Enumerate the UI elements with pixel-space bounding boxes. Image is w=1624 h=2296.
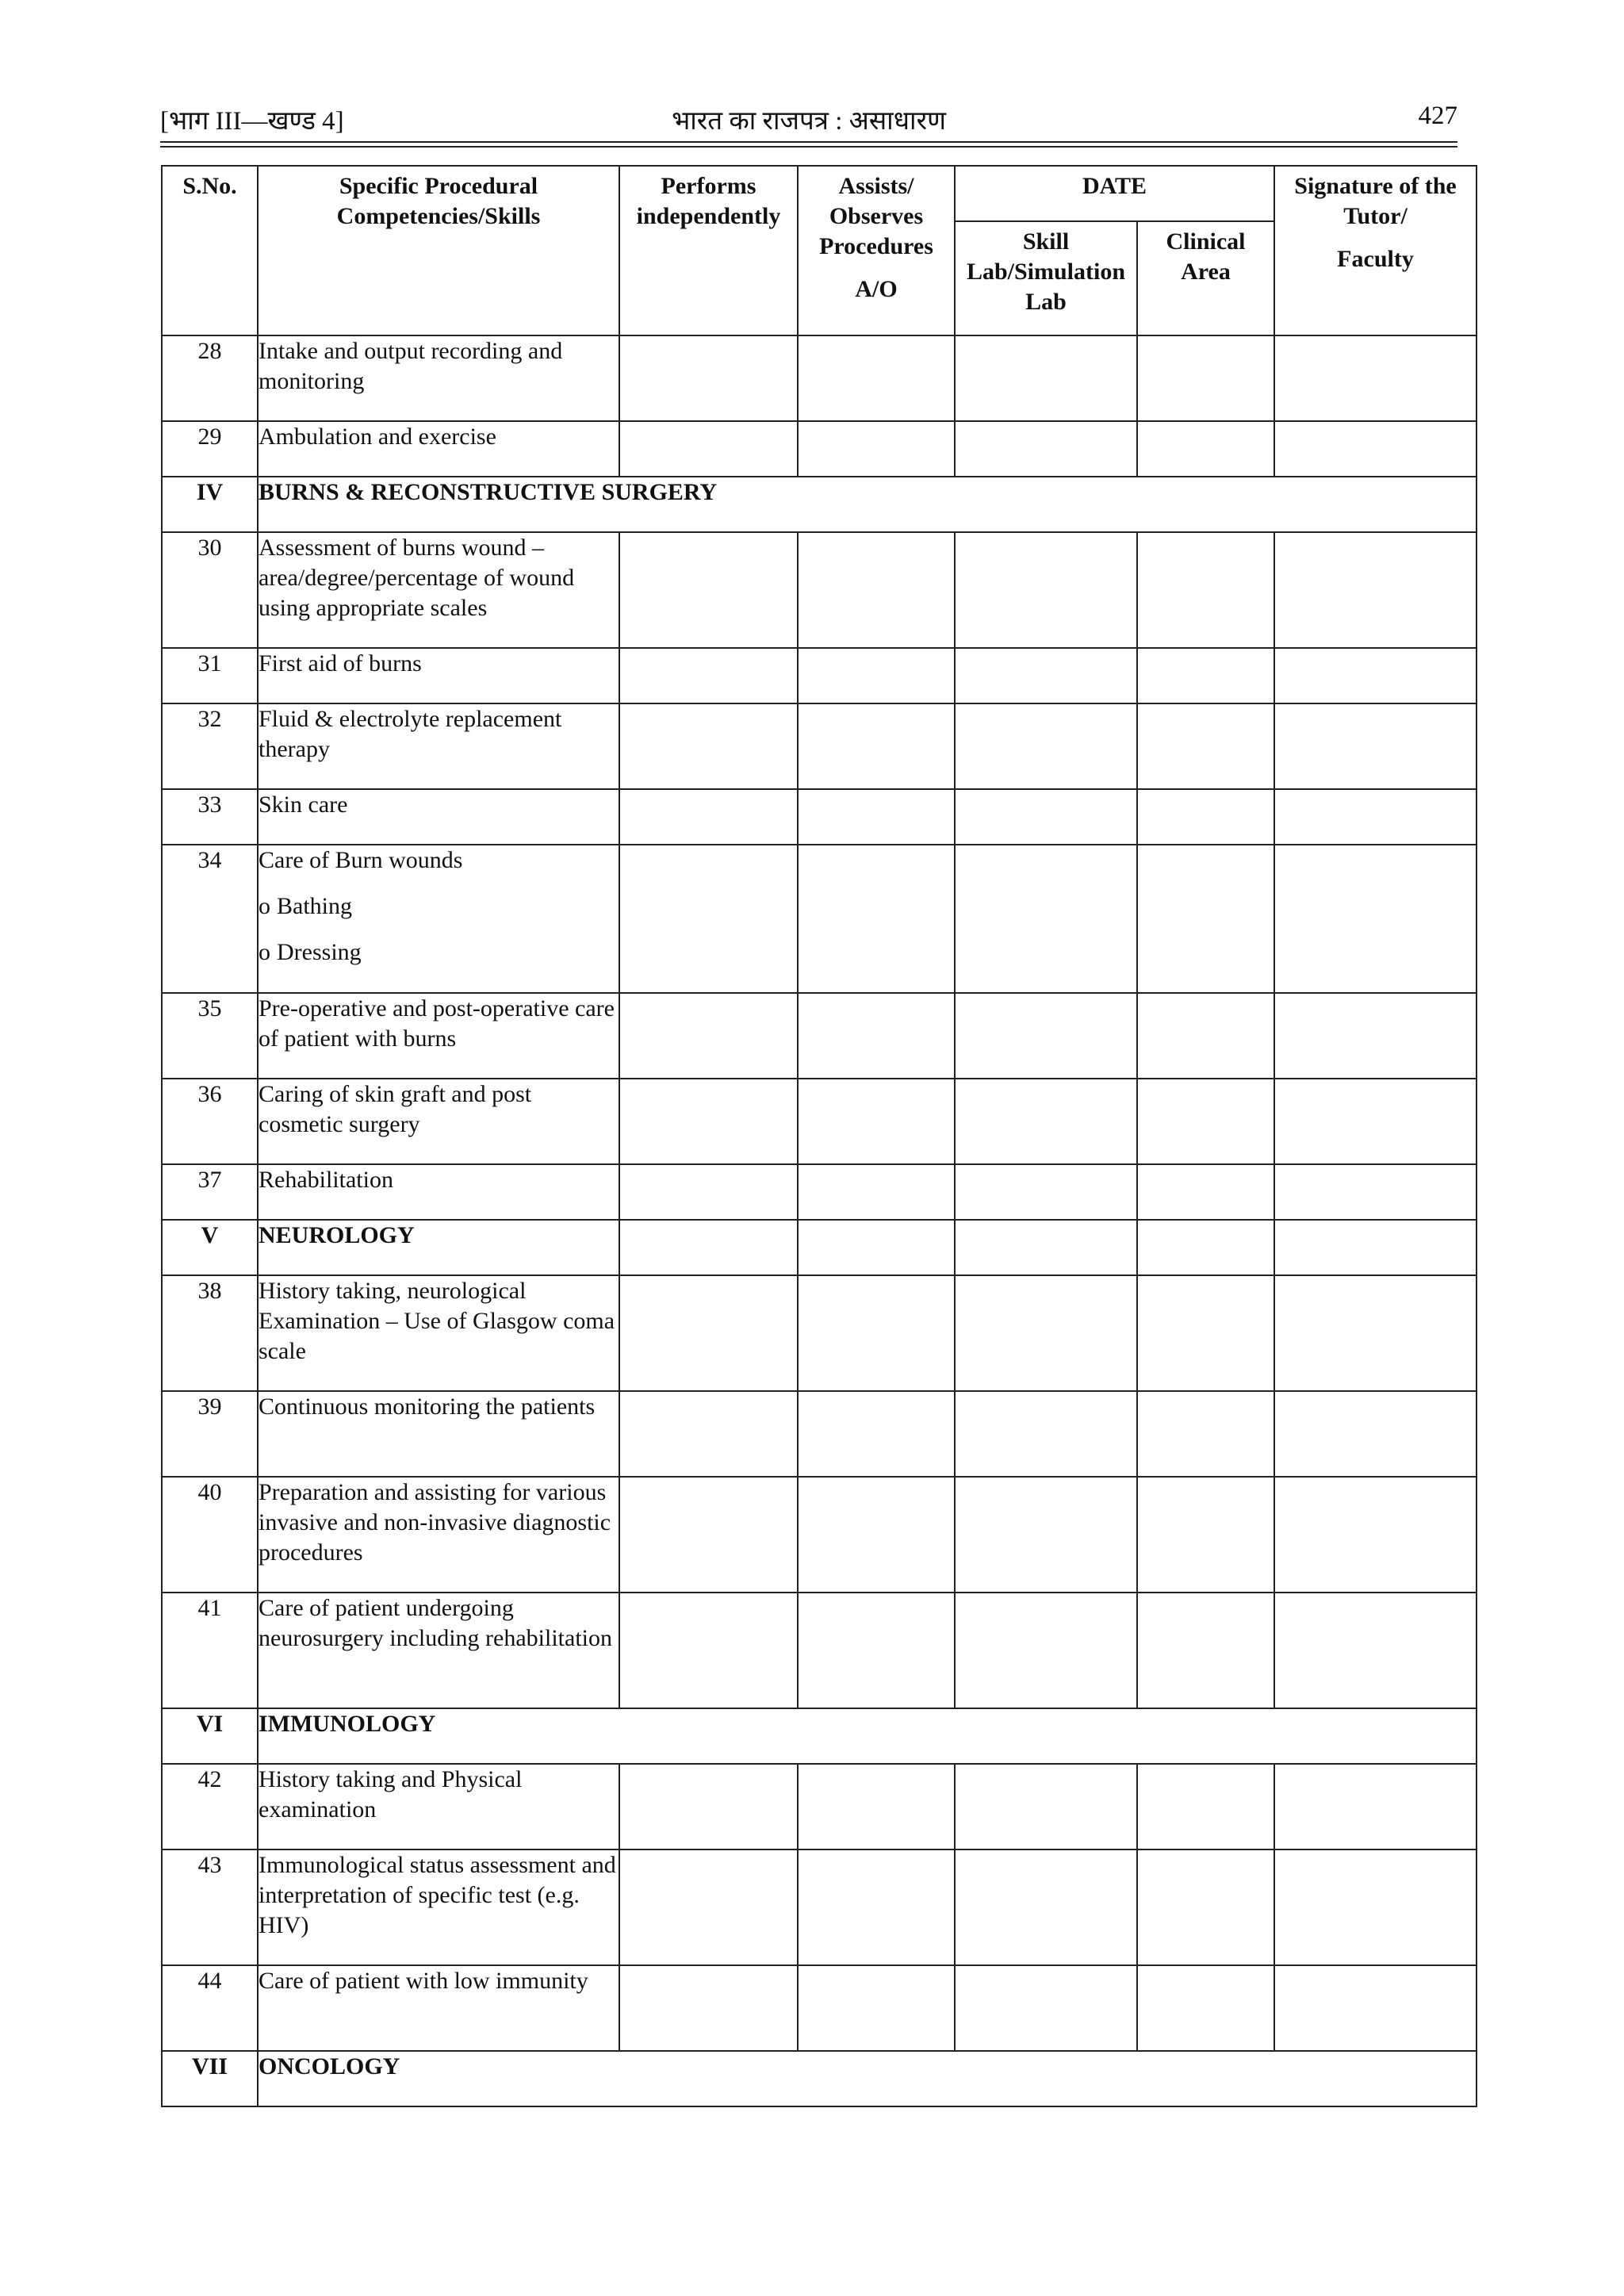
table-row (162, 421, 1477, 477)
skill-lab-date-cell[interactable] (955, 1164, 1137, 1220)
section-number: VI (162, 1708, 258, 1764)
assists-cell[interactable] (798, 1079, 955, 1164)
serial-number: 35 (162, 993, 258, 1079)
signature-cell[interactable] (1274, 703, 1477, 789)
assists-cell[interactable] (798, 1764, 955, 1849)
col-header-skill-lab: Skill Lab/Simulation Lab (955, 221, 1137, 335)
empty-cell[interactable] (955, 1220, 1137, 1275)
skill-lab-date-cell[interactable] (955, 1079, 1137, 1164)
table-row (162, 1164, 1477, 1220)
serial-number: 33 (162, 789, 258, 845)
header-rule-bottom (160, 146, 1457, 148)
signature-cell[interactable] (1274, 335, 1477, 421)
signature-cell[interactable] (1274, 789, 1477, 845)
skill-lab-date-cell[interactable] (955, 421, 1137, 477)
clinical-area-date-cell[interactable] (1137, 993, 1274, 1079)
col-header-signature: Signature of the Tutor/ Faculty (1274, 166, 1477, 335)
signature-cell[interactable] (1274, 845, 1477, 993)
signature-cell[interactable] (1274, 1849, 1477, 1965)
skill-description: History taking and Physical examination (258, 1764, 619, 1849)
signature-cell[interactable] (1274, 648, 1477, 703)
assists-cell[interactable] (798, 789, 955, 845)
performs-cell[interactable] (619, 532, 798, 648)
signature-cell[interactable] (1274, 1079, 1477, 1164)
performs-cell[interactable] (619, 1275, 798, 1391)
skill-description: Fluid & electrolyte replacement therapy (258, 703, 619, 789)
table-row (162, 1764, 1477, 1849)
serial-number: 39 (162, 1391, 258, 1477)
section-row (162, 2051, 1477, 2106)
assists-cell[interactable] (798, 1849, 955, 1965)
skill-description (258, 845, 619, 993)
skill-sub-item (259, 937, 619, 968)
table-row (162, 993, 1477, 1079)
serial-number: 37 (162, 1164, 258, 1220)
serial-number: 30 (162, 532, 258, 648)
signature-faculty: Faculty (1337, 246, 1414, 272)
skill-lab-date-cell[interactable] (955, 335, 1137, 421)
performs-cell[interactable] (619, 993, 798, 1079)
assists-cell[interactable] (798, 703, 955, 789)
clinical-area-date-cell[interactable] (1137, 1079, 1274, 1164)
clinical-area-date-cell[interactable] (1137, 1593, 1274, 1708)
performs-cell[interactable] (619, 1391, 798, 1477)
clinical-area-date-cell[interactable] (1137, 845, 1274, 993)
header-part-section: [भाग III—खण्ड 4] (160, 107, 344, 136)
col-header-skill: Specific Procedural Competencies/Skills (258, 166, 619, 335)
col-header-assists: Assists/ Observes Procedures A/O (798, 166, 955, 335)
signature-cell[interactable] (1274, 532, 1477, 648)
signature-cell[interactable] (1274, 421, 1477, 477)
performs-cell[interactable] (619, 1965, 798, 2051)
signature-cell[interactable] (1274, 1965, 1477, 2051)
skill-lab-date-cell[interactable] (955, 845, 1137, 993)
table-body (162, 335, 1477, 2106)
assists-cell[interactable] (798, 1275, 955, 1391)
skill-description: Immunological status assessment and interpretation of specific test (e.g. HIV) (258, 1849, 619, 1965)
performs-cell[interactable] (619, 1079, 798, 1164)
serial-number: 36 (162, 1079, 258, 1164)
clinical-area-date-cell[interactable] (1137, 1477, 1274, 1593)
serial-number: 31 (162, 648, 258, 703)
clinical-area-date-cell[interactable] (1137, 1391, 1274, 1477)
serial-number: 42 (162, 1764, 258, 1849)
assists-cell[interactable] (798, 1477, 955, 1593)
circle-bullet-icon: o (259, 939, 270, 965)
serial-number: 40 (162, 1477, 258, 1593)
assists-cell[interactable] (798, 1965, 955, 2051)
performs-cell[interactable] (619, 1164, 798, 1220)
assists-code: A/O (855, 276, 898, 302)
clinical-area-date-cell[interactable] (1137, 1965, 1274, 2051)
skill-lab-date-cell[interactable] (955, 1391, 1137, 1477)
section-title: IMMUNOLOGY (258, 1708, 1477, 1764)
section-title: BURNS & RECONSTRUCTIVE SURGERY (258, 477, 1477, 532)
serial-number: 41 (162, 1593, 258, 1708)
performs-cell[interactable] (619, 421, 798, 477)
skill-lab-date-cell[interactable] (955, 1764, 1137, 1849)
performs-cell[interactable] (619, 1764, 798, 1849)
empty-cell[interactable] (1137, 1220, 1274, 1275)
skill-text: Care of Burn wounds (259, 847, 463, 873)
empty-cell[interactable] (798, 1220, 955, 1275)
header-page-number: 427 (1418, 102, 1457, 130)
performs-cell[interactable] (619, 1477, 798, 1593)
clinical-area-date-cell[interactable] (1137, 1764, 1274, 1849)
skill-sub-item (259, 891, 619, 922)
skill-lab-date-cell[interactable] (955, 1275, 1137, 1391)
section-number: VII (162, 2051, 258, 2106)
performs-cell[interactable] (619, 789, 798, 845)
assists-cell[interactable] (798, 532, 955, 648)
serial-number: 44 (162, 1965, 258, 2051)
skill-sub-text: Dressing (277, 939, 362, 965)
clinical-area-date-cell[interactable] (1137, 1275, 1274, 1391)
empty-cell[interactable] (619, 1220, 798, 1275)
clinical-area-date-cell[interactable] (1137, 648, 1274, 703)
clinical-area-date-cell[interactable] (1137, 1164, 1274, 1220)
competency-table (161, 165, 1477, 2107)
skill-description: Intake and output recording and monitoring (258, 335, 619, 421)
signature-cell[interactable] (1274, 1764, 1477, 1849)
assists-cell[interactable] (798, 845, 955, 993)
serial-number: 32 (162, 703, 258, 789)
assists-cell[interactable] (798, 648, 955, 703)
header-rule-top (160, 141, 1457, 143)
serial-number: 38 (162, 1275, 258, 1391)
clinical-area-date-cell[interactable] (1137, 1849, 1274, 1965)
skill-lab-date-cell[interactable] (955, 532, 1137, 648)
table-row (162, 1593, 1477, 1708)
skill-description: Care of patient with low immunity (258, 1965, 619, 2051)
table-row (162, 1275, 1477, 1391)
performs-cell[interactable] (619, 648, 798, 703)
assists-cell[interactable] (798, 993, 955, 1079)
skill-lab-date-cell[interactable] (955, 1965, 1137, 2051)
page-header (160, 102, 1457, 138)
skill-lab-date-cell[interactable] (955, 648, 1137, 703)
table-row (162, 1079, 1477, 1164)
table-row (162, 1965, 1477, 2051)
section-row (162, 1708, 1477, 1764)
serial-number: 29 (162, 421, 258, 477)
empty-cell[interactable] (1274, 1220, 1477, 1275)
clinical-area-date-cell[interactable] (1137, 421, 1274, 477)
signature-cell[interactable] (1274, 1593, 1477, 1708)
table-row (162, 1391, 1477, 1477)
table-row (162, 845, 1477, 993)
assists-cell[interactable] (798, 1391, 955, 1477)
assists-cell[interactable] (798, 335, 955, 421)
skill-description: Caring of skin graft and post cosmetic surgery (258, 1079, 619, 1164)
signature-cell[interactable] (1274, 1275, 1477, 1391)
serial-number: 34 (162, 845, 258, 993)
circle-bullet-icon: o (259, 893, 270, 919)
clinical-area-date-cell[interactable] (1137, 703, 1274, 789)
skill-lab-date-cell[interactable] (955, 1593, 1137, 1708)
section-row (162, 477, 1477, 532)
header-gazette-title: भारत का राजपत्र : असाधारण (672, 107, 946, 136)
signature-cell[interactable] (1274, 1391, 1477, 1477)
skill-description: Assessment of burns wound – area/degree/percentage of wound using appropriate scales (258, 532, 619, 648)
performs-cell[interactable] (619, 335, 798, 421)
performs-cell[interactable] (619, 1593, 798, 1708)
section-title: ONCOLOGY (258, 2051, 1477, 2106)
skill-description: History taking, neurological Examination – Use of Glasgow coma scale (258, 1275, 619, 1391)
table-row (162, 1477, 1477, 1593)
section-title: NEUROLOGY (258, 1220, 619, 1275)
skill-sub-text: Bathing (277, 893, 352, 919)
col-header-sno: S.No. (162, 166, 258, 335)
skill-lab-date-cell[interactable] (955, 703, 1137, 789)
skill-lab-date-cell[interactable] (955, 1849, 1137, 1965)
col-header-date: DATE (955, 166, 1274, 221)
signature-cell[interactable] (1274, 1164, 1477, 1220)
skill-lab-date-cell[interactable] (955, 1477, 1137, 1593)
skill-lab-date-cell[interactable] (955, 993, 1137, 1079)
col-header-clinical-area: Clinical Area (1137, 221, 1274, 335)
table-row (162, 1849, 1477, 1965)
table-row (162, 335, 1477, 421)
clinical-area-date-cell[interactable] (1137, 532, 1274, 648)
section-row (162, 1220, 1477, 1275)
table-row (162, 532, 1477, 648)
serial-number: 28 (162, 335, 258, 421)
skill-description: Care of patient undergoing neurosurgery including rehabilitation (258, 1593, 619, 1708)
performs-cell[interactable] (619, 703, 798, 789)
signature-cell[interactable] (1274, 993, 1477, 1079)
serial-number: 43 (162, 1849, 258, 1965)
performs-cell[interactable] (619, 845, 798, 993)
skill-description: Preparation and assisting for various invasive and non-invasive diagnostic procedures (258, 1477, 619, 1593)
col-header-performs: Performs independently (619, 166, 798, 335)
section-number: V (162, 1220, 258, 1275)
performs-cell[interactable] (619, 1849, 798, 1965)
skill-description: Pre-operative and post-operative care of patient with burns (258, 993, 619, 1079)
table-row (162, 648, 1477, 703)
skill-description: Ambulation and exercise (258, 421, 619, 477)
table-row (162, 703, 1477, 789)
skill-description: Continuous monitoring the patients (258, 1391, 619, 1477)
assists-cell[interactable] (798, 1164, 955, 1220)
clinical-area-date-cell[interactable] (1137, 335, 1274, 421)
skill-description: First aid of burns (258, 648, 619, 703)
signature-cell[interactable] (1274, 1477, 1477, 1593)
assists-cell[interactable] (798, 421, 955, 477)
skill-description: Skin care (258, 789, 619, 845)
section-number: IV (162, 477, 258, 532)
assists-cell[interactable] (798, 1593, 955, 1708)
clinical-area-date-cell[interactable] (1137, 789, 1274, 845)
table-row (162, 789, 1477, 845)
skill-lab-date-cell[interactable] (955, 789, 1137, 845)
skill-description: Rehabilitation (258, 1164, 619, 1220)
